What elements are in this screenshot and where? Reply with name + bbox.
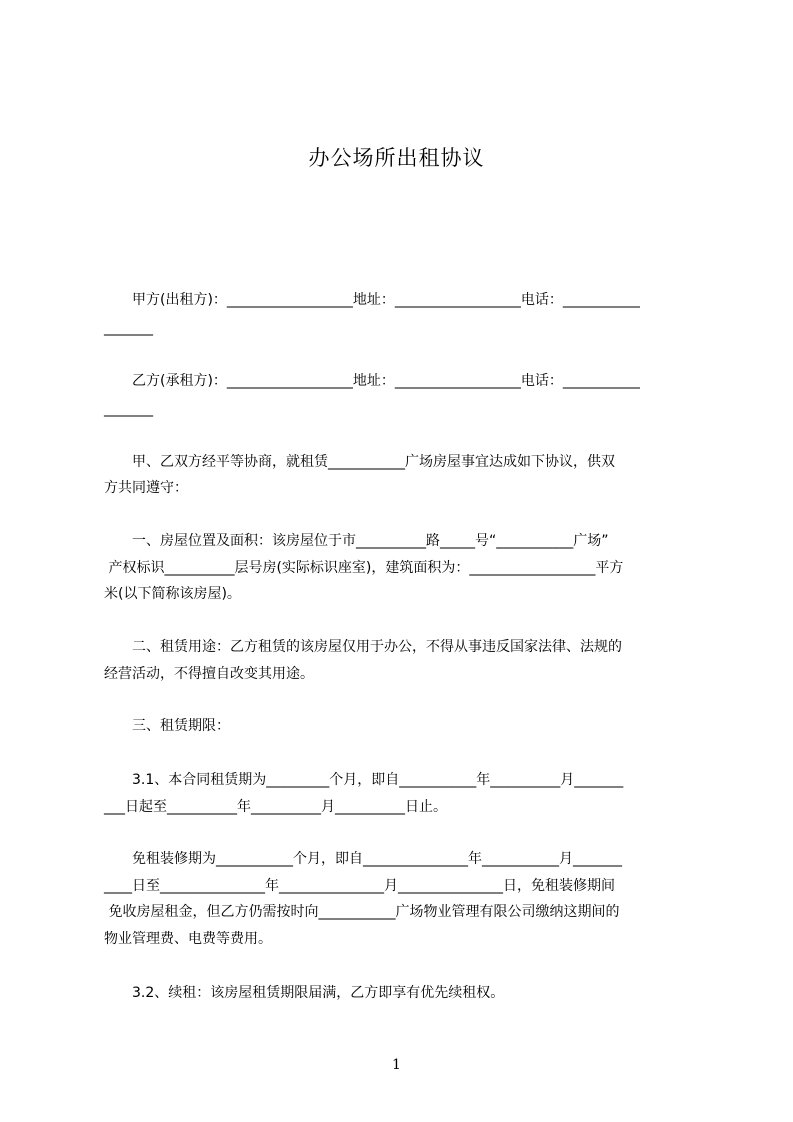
- clause-2-line-2: 经营活动，不得擅自改变其用途。: [104, 666, 314, 682]
- document-title: 办公场所出租协议: [308, 146, 485, 170]
- rent-free-line-4: 物业管理费、电费等费用。: [104, 931, 272, 947]
- clause-3-heading: 三、租赁期限：: [104, 718, 230, 734]
- party-a-line-cont: _______: [104, 320, 153, 336]
- clause-3-1-line-2: ___日起至__________年__________月__________日止。: [104, 799, 447, 815]
- party-b-line-cont: _______: [104, 401, 153, 417]
- clause-1-line-1: 一、房屋位置及面积：该房屋位于市__________路_____号“___________广场”: [104, 533, 609, 549]
- clause-1-line-3: 米(以下简称该房屋)。: [104, 586, 241, 602]
- preamble-line-2: 方共同遵守：: [104, 480, 188, 496]
- party-a-line: 甲方(出租方)：__________________地址：__________________电话：___________: [104, 292, 640, 308]
- clause-2-line-1: 二、租赁用途：乙方租赁的该房屋仅用于办公，不得从事违反国家法律、法规的: [104, 639, 622, 655]
- clause-1-line-2: 产权标识__________层号房(实际标识座室)，建筑面积为：__________________平方: [104, 560, 624, 576]
- rent-free-line-2: ____日至_______________年_______________月_______________日，免租装修期间: [104, 878, 615, 894]
- rent-free-line-3: 免收房屋租金，但乙方仍需按时向___________广场物业管理有限公司缴纳这期间的: [104, 904, 620, 920]
- page-number: 1: [392, 1057, 401, 1073]
- preamble-line-1: 甲、乙双方经平等协商，就租赁___________广场房屋事宜达成如下协议，供双: [104, 454, 615, 470]
- rent-free-line-1: 免租装修期为___________个月，即自_______________年___________月_______: [104, 851, 622, 867]
- clause-3-1-line-1: 3.1、本合同租赁期为_________个月，即自___________年__________月_______: [104, 772, 624, 788]
- clause-3-2-line: 3.2、续租：该房屋租赁期限届满，乙方即享有优先续租权。: [104, 985, 505, 1001]
- party-b-line: 乙方(承租方)：__________________地址：__________________电话：___________: [104, 373, 640, 389]
